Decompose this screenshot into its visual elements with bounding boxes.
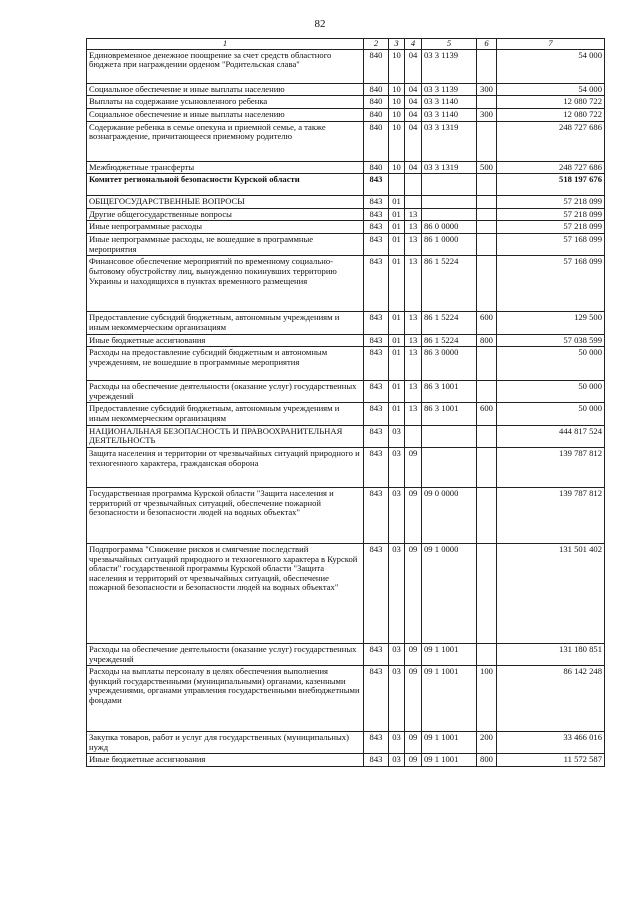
col-header-target-article: 5 [422,39,477,50]
amount: 50 000 [497,381,605,403]
amount: 139 787 812 [497,447,605,487]
subsection-code: 13 [405,312,422,334]
agency-code: 843 [364,312,389,334]
target-article-code: 86 1 5224 [422,256,477,312]
subsection-code: 04 [405,96,422,109]
expense-type-code: 800 [477,754,497,767]
table-row [87,174,605,196]
amount: 11 572 587 [497,754,605,767]
section-code: 03 [389,487,405,543]
row-name: Подпрограмма "Снижение рисков и смягчение последствий чрезвычайных ситуаций природного и техногенного характера в Курской области" государственной программы Курской области "Защита населения и территорий от чрезвычайных ситуаций, обеспечение пожарной безопасности и безопасности людей на водных объектах" [87,543,364,643]
amount: 12 080 722 [497,96,605,109]
table-row [87,49,605,83]
section-code: 01 [389,234,405,256]
agency-code: 843 [364,425,389,447]
row-name: Предоставление субсидий бюджетным, автономным учреждениям и иным некоммерческим организациям [87,312,364,334]
subsection-code: 09 [405,732,422,754]
expense-type-code [477,347,497,381]
amount: 131 180 851 [497,643,605,665]
section-code: 03 [389,425,405,447]
row-name: Выплаты на содержание усыновленного ребенка [87,96,364,109]
agency-code: 843 [364,666,389,732]
section-code: 03 [389,666,405,732]
expense-type-code: 500 [477,161,497,174]
table-row [87,732,605,754]
amount: 54 000 [497,83,605,96]
row-name: ОБЩЕГОСУДАРСТВЕННЫЕ ВОПРОСЫ [87,196,364,209]
section-code: 01 [389,256,405,312]
target-article-code [422,196,477,209]
subsection-code [405,425,422,447]
amount: 248 727 686 [497,121,605,161]
subsection-code: 13 [405,347,422,381]
subsection-code: 04 [405,83,422,96]
subsection-code: 13 [405,234,422,256]
section-code: 01 [389,208,405,221]
col-header-expense-type: 6 [477,39,497,50]
row-name: Социальное обеспечение и иные выплаты населению [87,83,364,96]
table-row [87,234,605,256]
target-article-code: 09 1 1001 [422,732,477,754]
subsection-code: 13 [405,221,422,234]
target-article-code: 03 3 1139 [422,49,477,83]
subsection-code: 13 [405,208,422,221]
section-code: 10 [389,96,405,109]
agency-code: 840 [364,108,389,121]
agency-code: 843 [364,174,389,196]
row-name: Другие общегосударственные вопросы [87,208,364,221]
expense-type-code [477,643,497,665]
table-body [87,49,605,766]
agency-code: 843 [364,221,389,234]
table-row [87,256,605,312]
row-name: Иные непрограммные расходы [87,221,364,234]
table-row [87,121,605,161]
table-row [87,447,605,487]
section-code: 10 [389,121,405,161]
agency-code: 840 [364,83,389,96]
table-row [87,221,605,234]
row-name: Иные непрограммные расходы, не вошедшие в программные мероприятия [87,234,364,256]
row-name: Расходы на выплаты персоналу в целях обеспечения выполнения функций государственными (муниципальными) органами, казенными учреждениями, органами управления государственными внебюджетными фондами [87,666,364,732]
row-name: Закупка товаров, работ и услуг для государственных (муниципальных) нужд [87,732,364,754]
agency-code: 843 [364,754,389,767]
expense-type-code [477,174,497,196]
expense-type-code [477,208,497,221]
section-code: 03 [389,732,405,754]
row-name: Межбюджетные трансферты [87,161,364,174]
table-row [87,487,605,543]
subsection-code: 13 [405,403,422,425]
target-article-code: 86 3 1001 [422,403,477,425]
expense-type-code: 600 [477,312,497,334]
row-name: Социальное обеспечение и иные выплаты населению [87,108,364,121]
row-name: Содержание ребенка в семье опекуна и приемной семье, а также вознаграждение, причитающееся приемному родителю [87,121,364,161]
section-code: 01 [389,221,405,234]
agency-code: 843 [364,256,389,312]
target-article-code [422,447,477,487]
amount: 12 080 722 [497,108,605,121]
row-name: Расходы на обеспечение деятельности (оказание услуг) государственных учреждений [87,643,364,665]
subsection-code: 09 [405,666,422,732]
subsection-code: 09 [405,754,422,767]
section-code: 03 [389,543,405,643]
section-code: 01 [389,334,405,347]
target-article-code: 03 3 1319 [422,121,477,161]
row-name: Финансовое обеспечение мероприятий по временному социально-бытовому обустройству лиц, вынужденно покинувших территорию Украины и находящихся в пунктах временного размещения [87,256,364,312]
table-row [87,347,605,381]
row-name: Государственная программа Курской области "Защита населения и территорий от чрезвычайных ситуаций, обеспечение пожарной безопасности и безопасности людей на водных объектах" [87,487,364,543]
table-row [87,208,605,221]
table-row [87,666,605,732]
expense-type-code [477,256,497,312]
col-header-section: 3 [389,39,405,50]
table-row [87,754,605,767]
target-article-code: 86 1 5224 [422,334,477,347]
row-name: Иные бюджетные ассигнования [87,334,364,347]
amount: 444 817 524 [497,425,605,447]
target-article-code: 03 3 1139 [422,83,477,96]
subsection-code: 13 [405,381,422,403]
section-code: 10 [389,161,405,174]
amount: 50 000 [497,347,605,381]
amount: 54 000 [497,49,605,83]
section-code: 01 [389,196,405,209]
col-header-subsection: 4 [405,39,422,50]
col-header-name: 1 [87,39,364,50]
target-article-code: 09 1 0000 [422,543,477,643]
table-row [87,334,605,347]
agency-code: 843 [364,347,389,381]
agency-code: 843 [364,543,389,643]
target-article-code: 03 3 1319 [422,161,477,174]
expense-type-code [477,487,497,543]
expense-type-code: 300 [477,108,497,121]
expense-type-code [477,381,497,403]
subsection-code: 04 [405,161,422,174]
page-number: 82 [314,18,326,30]
table-row [87,108,605,121]
budget-table [86,38,605,767]
table-row [87,643,605,665]
row-name: НАЦИОНАЛЬНАЯ БЕЗОПАСНОСТЬ И ПРАВООХРАНИТЕЛЬНАЯ ДЕЯТЕЛЬНОСТЬ [87,425,364,447]
subsection-code: 04 [405,49,422,83]
agency-code: 840 [364,49,389,83]
table-row [87,196,605,209]
amount: 131 501 402 [497,543,605,643]
agency-code: 843 [364,403,389,425]
row-name: Расходы на обеспечение деятельности (оказание услуг) государственных учреждений [87,381,364,403]
column-number-row [87,39,605,50]
table-row [87,425,605,447]
agency-code: 840 [364,161,389,174]
target-article-code: 86 1 5224 [422,312,477,334]
subsection-code: 04 [405,108,422,121]
section-code: 01 [389,312,405,334]
expense-type-code [477,543,497,643]
agency-code: 843 [364,487,389,543]
expense-type-code: 200 [477,732,497,754]
table-row [87,312,605,334]
expense-type-code [477,447,497,487]
target-article-code: 09 1 1001 [422,754,477,767]
subsection-code: 09 [405,447,422,487]
row-name: Единовременное денежное поощрение за счет средств областного бюджета при награждении орденом "Родительская слава" [87,49,364,83]
amount: 33 466 016 [497,732,605,754]
section-code: 10 [389,49,405,83]
subsection-code: 13 [405,334,422,347]
expense-type-code [477,96,497,109]
amount: 57 038 599 [497,334,605,347]
target-article-code: 09 0 0000 [422,487,477,543]
agency-code: 843 [364,234,389,256]
table-row [87,543,605,643]
amount: 57 218 099 [497,221,605,234]
expense-type-code: 800 [477,334,497,347]
section-code [389,174,405,196]
target-article-code: 03 3 1140 [422,96,477,109]
target-article-code: 09 1 1001 [422,666,477,732]
expense-type-code [477,121,497,161]
amount: 248 727 686 [497,161,605,174]
agency-code: 840 [364,121,389,161]
amount: 518 197 676 [497,174,605,196]
col-header-amount: 7 [497,39,605,50]
expense-type-code: 300 [477,83,497,96]
section-code: 03 [389,754,405,767]
amount: 57 168 099 [497,256,605,312]
agency-code: 843 [364,196,389,209]
agency-code: 843 [364,208,389,221]
amount: 57 168 099 [497,234,605,256]
expense-type-code [477,221,497,234]
expense-type-code [477,196,497,209]
section-code: 03 [389,643,405,665]
section-code: 10 [389,108,405,121]
col-header-agency: 2 [364,39,389,50]
subsection-code [405,174,422,196]
row-name: Комитет региональной безопасности Курской области [87,174,364,196]
section-code: 01 [389,347,405,381]
target-article-code: 03 3 1140 [422,108,477,121]
section-code: 01 [389,403,405,425]
section-code: 01 [389,381,405,403]
amount: 139 787 812 [497,487,605,543]
agency-code: 843 [364,381,389,403]
target-article-code [422,208,477,221]
row-name: Иные бюджетные ассигнования [87,754,364,767]
amount: 57 218 099 [497,208,605,221]
target-article-code [422,174,477,196]
subsection-code: 09 [405,487,422,543]
expense-type-code: 100 [477,666,497,732]
target-article-code: 86 1 0000 [422,234,477,256]
section-code: 03 [389,447,405,487]
table-row [87,161,605,174]
agency-code: 843 [364,447,389,487]
expense-type-code [477,234,497,256]
expense-type-code [477,49,497,83]
row-name: Расходы на предоставление субсидий бюджетным и автономным учреждениям, не вошедшие в программные мероприятия [87,347,364,381]
agency-code: 840 [364,96,389,109]
section-code: 10 [389,83,405,96]
amount: 57 218 099 [497,196,605,209]
target-article-code: 86 3 0000 [422,347,477,381]
expense-type-code [477,425,497,447]
target-article-code: 09 1 1001 [422,643,477,665]
agency-code: 843 [364,643,389,665]
table-row [87,403,605,425]
row-name: Защита населения и территории от чрезвычайных ситуаций природного и техногенного характера, гражданская оборона [87,447,364,487]
subsection-code [405,196,422,209]
amount: 86 142 248 [497,666,605,732]
target-article-code: 86 3 1001 [422,381,477,403]
amount: 129 500 [497,312,605,334]
table-row [87,96,605,109]
target-article-code [422,425,477,447]
subsection-code: 04 [405,121,422,161]
target-article-code: 86 0 0000 [422,221,477,234]
agency-code: 843 [364,732,389,754]
table-row [87,83,605,96]
expense-type-code: 600 [477,403,497,425]
row-name: Предоставление субсидий бюджетным, автономным учреждениям и иным некоммерческим организациям [87,403,364,425]
amount: 50 000 [497,403,605,425]
subsection-code: 09 [405,543,422,643]
subsection-code: 09 [405,643,422,665]
subsection-code: 13 [405,256,422,312]
agency-code: 843 [364,334,389,347]
table-row [87,381,605,403]
